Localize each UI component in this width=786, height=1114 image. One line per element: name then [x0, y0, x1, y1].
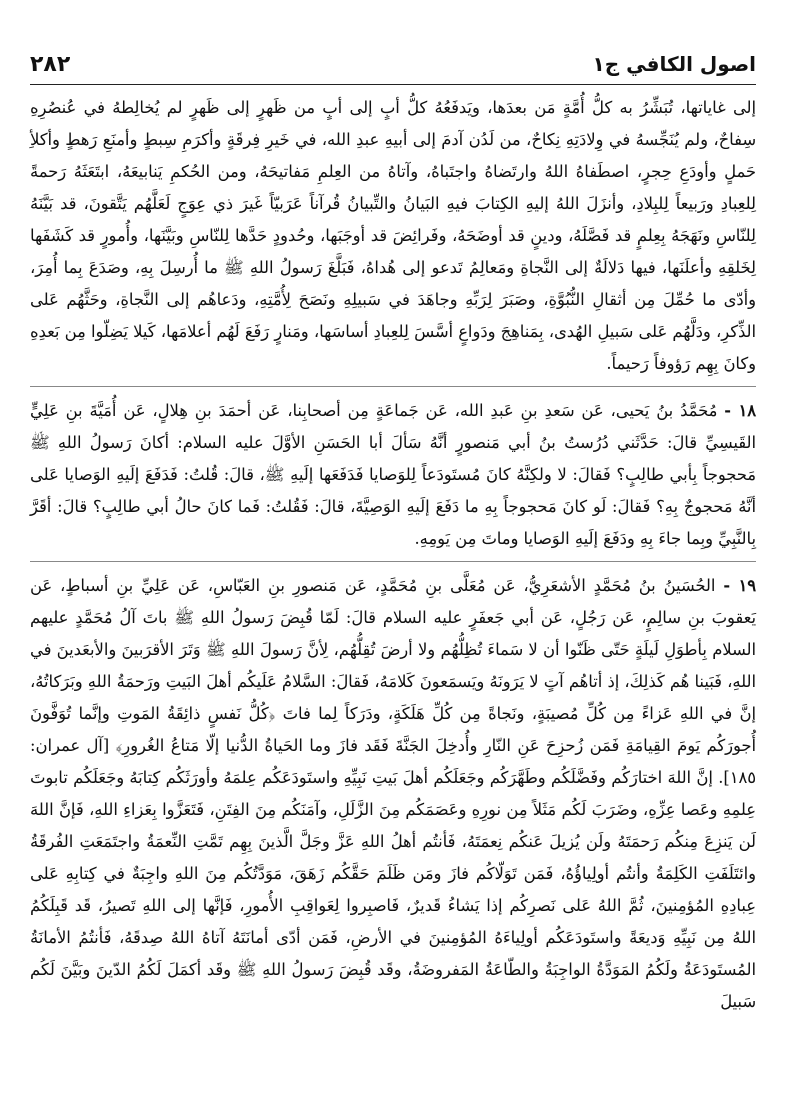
hadith-number: ١٨ -: [724, 401, 756, 420]
paragraph: [30, 92, 756, 380]
page-body: [30, 92, 756, 1102]
page-number: ٢٨٢: [30, 51, 71, 77]
running-title: اصول الكافي ج١: [592, 52, 756, 76]
header-rule: [30, 84, 756, 85]
paragraph-text: مُحَمَّدُ بنُ يَحيى، عَن سَعدِ بنِ عَبدِ الله، عَن جَماعَةٍ مِن أصحابِنا، عَن أحمَدَ بنِ هِلالٍ، عَن أُمَيَّةَ بنِ عَلِيٍّ القَيسِيِّ قالَ: حَدَّثَني دُرُستُ بنُ أبي مَنصورٍ أنَّهُ سَألَ أبا الحَسَنِ الأوَّلَ عليه السلام: أكانَ رَسولُ اللهِ ﷺ مَحجوجاً بِأبي طالِبٍ؟ فَقالَ: لا ولكِنَّهُ كانَ مُستَودَعاً لِلوَصايا فَدَفَعَها إلَيهِ ﷺ، قالَ: قُلتُ: فَدَفَعَ إلَيهِ الوَصايا عَلى أنَّهُ مَحجوجٌ بِهِ؟ فَقالَ: لَو كانَ مَحجوجاً بِهِ ما دَفَعَ إلَيهِ الوَصِيَّةَ، قالَ: فَقُلتُ: فَما كانَ حالُ أبي طالِبٍ؟ قالَ: أقَرَّ بِالنَّبِيِّ وبِما جاءَ بِهِ ودَفَعَ إلَيهِ الوَصايا وماتَ مِن يَومِهِ.: [30, 401, 756, 548]
hadith-paragraph: [30, 395, 756, 555]
paragraph-text: الحُسَينُ بنُ مُحَمَّدٍ الأشعَرِيُّ، عَن مُعَلَّى بنِ مُحَمَّدٍ، عَن مَنصورِ بنِ العَبّاسِ، عَن عَلِيِّ بنِ أسباطٍ، عَن يَعقوبَ بنِ سالِمٍ، عَن رَجُلٍ، عَن أبي جَعفَرٍ عليه السلام قالَ: لَمّا قُبِضَ رَسولُ اللهِ ﷺ باتَ آلُ مُحَمَّدٍ عليهم السلام بِأطوَلِ لَيلَةٍ حَتّى ظَنّوا أن لا سَماءَ تُظِلُّهُم ولا أرضَ تُقِلُّهُم، لِأنَّ رَسولَ اللهِ ﷺ وَتَرَ الأقرَبينَ والأبعَدينَ في اللهِ، فَبَينا هُم كَذلِكَ، إذ أتاهُم آتٍ لا يَرَونَهُ ويَسمَعونَ كَلامَهُ، فَقالَ: السَّلامُ عَلَيكُم أهلَ البَيتِ ورَحمَةُ اللهِ وبَرَكاتُهُ، إنَّ في اللهِ عَزاءً مِن كُلِّ مُصيبَةٍ، ونَجاةً مِن كُلِّ هَلَكَةٍ، ودَرَكاً لِما فاتَ ﴿كُلُّ نَفسٍ ذائِقَةُ المَوتِ وإنَّما تُوَفَّونَ أُجورَكُم يَومَ القِيامَةِ فَمَن زُحزِحَ عَنِ النّارِ وأُدخِلَ الجَنَّةَ فَقَد فازَ وما الحَياةُ الدُّنيا إلّا مَتاعُ الغُرورِ﴾ [آل عمران: ١٨٥]. إنَّ اللهَ اختارَكُم وفَضَّلَكُم وطَهَّرَكُم وجَعَلَكُم أهلَ بَيتِ نَبِيِّهِ واستَودَعَكُم عِلمَهُ وأورَثَكُم كِتابَهُ وجَعَلَكُم تابوتَ عِلمِهِ وعَصا عِزِّهِ، وضَرَبَ لَكُم مَثَلاً مِن نورِهِ وعَصَمَكُم مِنَ الزَّلَلِ، وآمَنَكُم مِنَ الفِتَنِ، فَتَعَزَّوا بِعَزاءِ اللهِ، فَإنَّ اللهَ لَن يَنزِعَ مِنكُم رَحمَتَهُ ولَن يُزيلَ عَنكُم نِعمَتَهُ، فَأنتُم أهلُ اللهِ عَزَّ وجَلَّ الَّذينَ بِهِم تَمَّتِ النِّعمَةُ واجتَمَعَتِ الفُرقَةُ وائتَلَفَتِ الكَلِمَةُ وأنتُم أولِياؤُهُ، فَمَن تَوَلّاكُم فازَ ومَن ظَلَمَ حَقَّكُم زَهَقَ، مَوَدَّتُكُم مِنَ اللهِ واجِبَةٌ في كِتابِهِ عَلى عِبادِهِ المُؤمِنينَ، ثُمَّ اللهُ عَلى نَصرِكُم إذا يَشاءُ قَديرٌ، فَاصبِروا لِعَواقِبِ الأُمورِ، فَإنَّها إلى اللهِ تَصيرُ، قَد قَبِلَكُمُ اللهُ مِن نَبِيِّهِ وَديعَةً واستَودَعَكُم أولِياءَهُ المُؤمِنينَ في الأرضِ، فَمَن أدّى أمانَتَهُ آتاهُ اللهُ صِدقَهُ، فَأنتُمُ الأمانَةُ المُستَودَعَةُ ولَكُمُ المَوَدَّةُ الواجِبَةُ والطّاعَةُ المَفروضَةُ، وقَد قُبِضَ رَسولُ اللهِ ﷺ وقَد أكمَلَ لَكُمُ الدّينَ وبَيَّنَ لَكُم سَبيلَ: [30, 576, 756, 1011]
paragraph-text: إلى غاياتها، تُبَشِّرُ به كلُّ أُمَّةٍ مَن بعدَها، ويَدفَعُهُ كلُّ أبٍ إلى أبٍ من ظَهرٍ إلى ظَهرٍ لم يُخالِطهُ في عُنصُرِهِ سِفاحٌ، ولم يُنَجِّسهُ في وِلادَتِهِ نِكاحٌ، من لَدُن آدمَ إلى أبيهِ عبدِ الله، في خَيرِ فِرقَةٍ وأكرَمِ سِبطٍ وأمنَعِ رَهطٍ وأكلأِ حَملٍ وأودَعِ حِجرٍ، اصطَفاهُ اللهُ وارتَضاهُ واجتَباهُ، وآتاهُ من العِلمِ مَفاتيحَهُ، ومن الحُكمِ يَنابيعَهُ، ابتَعَثَهُ رَحمةً لِلعِبادِ ورَبيعاً لِلبِلادِ، وأنزَلَ اللهُ إليهِ الكِتابَ فيهِ البَيانُ والتِّبيانُ قُرآناً عَرَبيّاً غَيرَ ذي عِوَجٍ لَعَلَّهُم يَتَّقونَ، قد بَيَّنَهُ لِلنّاسِ ونَهَجَهُ بِعِلمٍ قد فَصَّلَهُ، ودينٍ قد أوضَحَهُ، وفَرائِضَ قد أوجَبَها، وحُدودٍ حَدَّها لِلنّاسِ وبَيَّنَها، وأُمورٍ قد كَشَفَها لِخَلقِهِ وأعلَنَها، فيها دَلالَةٌ إلى النَّجاةِ ومَعالِمُ تَدعو إلى هُداهُ، فَبَلَّغَ رَسولُ اللهِ ﷺ ما أُرسِلَ بِهِ، وصَدَعَ بِما أُمِرَ، وأدّى ما حُمِّلَ مِن أثقالِ النُّبُوَّةِ، وصَبَرَ لِرَبِّهِ وجاهَدَ في سَبيلِهِ ونَصَحَ لِأُمَّتِهِ، ودَعاهُم إلى النَّجاةِ، وحَثَّهُم عَلى الذِّكرِ، ودَلَّهُم عَلى سَبيلِ الهُدى، بِمَناهِجَ ودَواعٍ أسَّسَ لِلعِبادِ أساسَها، ومَنارٍ رَفَعَ لَهُم أعلامَها، كَيلا يَضِلّوا مِن بَعدِهِ وكانَ بِهِم رَؤوفاً رَحيماً.: [30, 98, 756, 373]
page-header: [30, 44, 756, 84]
section-divider: [30, 386, 756, 387]
hadith-number: ١٩ -: [723, 576, 756, 595]
section-divider: [30, 561, 756, 562]
hadith-paragraph: [30, 570, 756, 1018]
